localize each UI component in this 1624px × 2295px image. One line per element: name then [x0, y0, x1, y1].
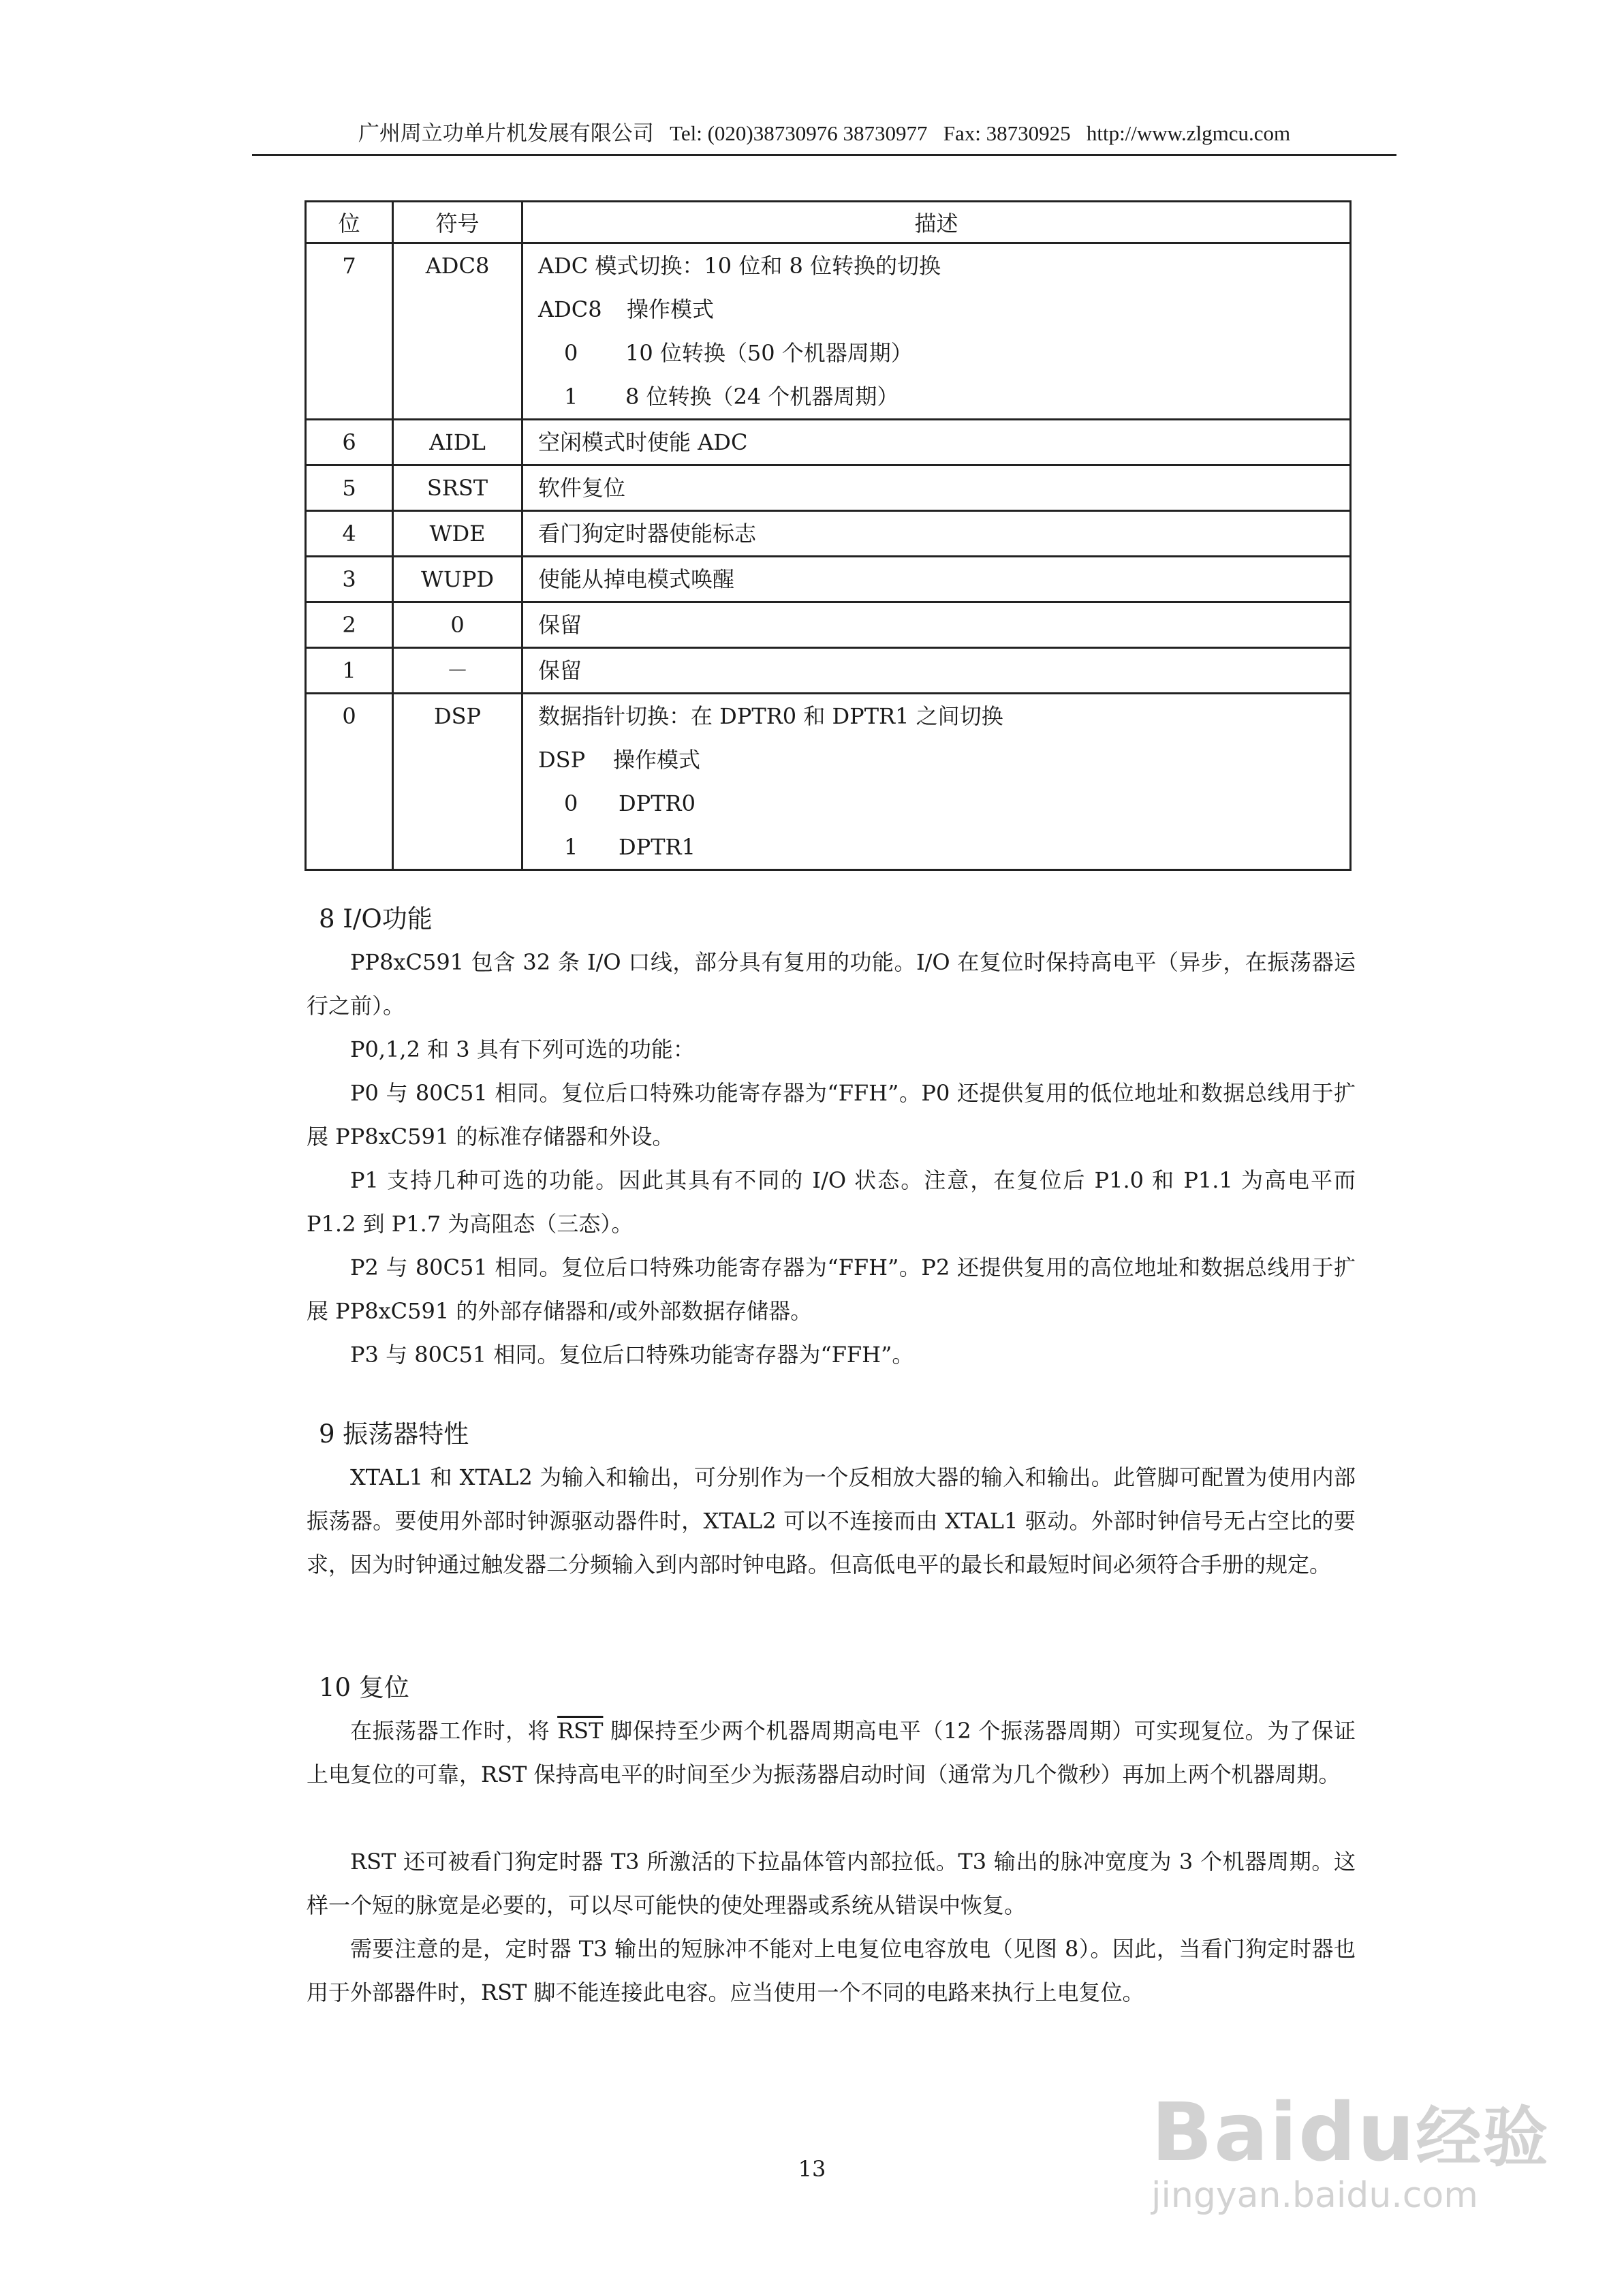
desc-cell: 保留 [538, 612, 582, 638]
desc-cell: 保留 [538, 658, 582, 683]
option-item: 0 10 位转换（50 个机器周期） [564, 340, 913, 366]
table-row [306, 420, 1351, 465]
symbol-cell: WUPD [420, 566, 495, 592]
symbol-cell: WDE [429, 521, 486, 546]
paragraph: P1 支持几种可选的功能。因此其具有不同的 I/O 状态。注意，在复位后 P1.0 和 P1.1 为高电平而 P1.2 到 P1.7 为高阻态（三态）。 [307, 1167, 1356, 1237]
paragraph: P0,1,2 和 3 具有下列可选的功能： [350, 1036, 695, 1062]
header-company: 广州周立功单片机发展有限公司 [358, 121, 654, 145]
page-header [252, 116, 1396, 156]
paragraph: XTAL1 和 XTAL2 为输入和输出，可分别作为一个反相放大器的输入和输出。此管脚可配置为使用内部振荡器。要使用外部时钟源驱动器件时，XTAL2 可以不连接而由 XTAL1 驱动。外部时钟信号无占空比的要求，因为时钟通过触发器二分频输入到内部时钟电路。但高低电平的最长和最短时间必须符合手册的规定。 [307, 1464, 1356, 1577]
symbol-cell: DSP [433, 703, 482, 729]
col-header-desc: 描述 [522, 202, 1351, 243]
paragraph: 需要注意的是，定时器 T3 输出的短脉冲不能对上电复位电容放电（见图 8）。因此，当看门狗定时器也用于外部器件时，RST 脚不能连接此电容。应当使用一个不同的电路来执行上电复位。 [307, 1936, 1356, 2005]
col-header-bit: 位 [306, 202, 393, 243]
header-tel: Tel: (020)38730976 38730977 [670, 121, 928, 145]
baidu-jingyan-watermark: Baidu经验 jingyan.baidu.com [1151, 2085, 1550, 2216]
bit-cell: 6 [342, 429, 356, 455]
table-row [306, 602, 1351, 648]
bit-cell: 5 [342, 475, 356, 501]
paragraph: PP8xC591 包含 32 条 I/O 口线，部分具有复用的功能。I/O 在复位时保持高电平（异步，在振荡器运行之前）。 [307, 949, 1356, 1019]
desc-cell: 软件复位 [538, 475, 626, 501]
option-header: DSP 操作模式 [538, 747, 701, 773]
symbol-cell: SRST [426, 475, 488, 501]
header-url: http://www.zlgmcu.com [1086, 121, 1291, 145]
section-title-reset: 10 复位 [319, 1673, 409, 1702]
table-row [306, 243, 1351, 420]
option-item: 0 DPTR0 [564, 790, 696, 816]
page-number: 13 [798, 2156, 826, 2182]
desc-cell: 看门狗定时器使能标志 [538, 521, 757, 546]
symbol-cell: ADC8 [425, 253, 490, 279]
paragraph: 在振荡器工作时，将 $\overline{RST}$ 脚保持至少两个机器周期高电平（12 个振荡器周期）可实现复位。为了保证上电复位的可靠，RST 保持高电平的时间至少为振荡器启动时间（通常为几个微秒）再加上两个机器周期。 [307, 1718, 1356, 1787]
option-item: 1 8 位转换（24 个机器周期） [564, 384, 899, 410]
section-title-io: 8 I/O功能 [319, 904, 433, 934]
table-row [306, 511, 1351, 557]
section-title-oscillator: 9 振荡器特性 [319, 1419, 469, 1449]
option-header: ADC8 操作模式 [538, 296, 715, 322]
paragraph: RST 还可被看门狗定时器 T3 所激活的下拉晶体管内部拉低。T3 输出的脉冲宽度为 3 个机器周期。这样一个短的脉宽是必要的，可以尽可能快的使处理器或系统从错误中恢复。 [307, 1849, 1356, 1918]
bit-cell: 3 [342, 566, 356, 592]
table-header-row [306, 202, 1351, 243]
rst-overline: $\overline{RST}$ [557, 1718, 604, 1744]
desc-cell: 空闲模式时使能 ADC [538, 429, 748, 455]
table-row [306, 694, 1351, 870]
bit-cell: 2 [342, 612, 356, 638]
paragraph: P0 与 80C51 相同。复位后口特殊功能寄存器为“FFH”。P0 还提供复用的低位地址和数据总线用于扩展 PP8xC591 的标准存储器和外设。 [307, 1080, 1356, 1150]
paragraph: P2 与 80C51 相同。复位后口特殊功能寄存器为“FFH”。P2 还提供复用的高位地址和数据总线用于扩展 PP8xC591 的外部存储器和/或外部数据存储器。 [307, 1254, 1356, 1324]
table-row [306, 557, 1351, 602]
desc-cell: 数据指针切换：在 DPTR0 和 DPTR1 之间切换 [538, 703, 1003, 729]
symbol-cell: － [446, 658, 469, 683]
bit-cell: 7 [342, 253, 356, 279]
option-item: 1 DPTR1 [564, 834, 696, 860]
register-bit-table [304, 200, 1352, 871]
symbol-cell: AIDL [429, 429, 486, 455]
bit-cell: 0 [342, 703, 356, 729]
table-row [306, 648, 1351, 694]
table-row [306, 465, 1351, 511]
bit-cell: 4 [342, 521, 356, 546]
symbol-cell: 0 [450, 612, 465, 638]
bit-cell: 1 [342, 658, 356, 683]
col-header-symbol: 符号 [393, 202, 522, 243]
desc-cell: 使能从掉电模式唤醒 [538, 566, 735, 592]
desc-cell: ADC 模式切换：10 位和 8 位转换的切换 [538, 253, 941, 279]
header-fax: Fax: 38730925 [943, 121, 1071, 145]
paragraph: P3 与 80C51 相同。复位后口特殊功能寄存器为“FFH”。 [350, 1342, 914, 1368]
